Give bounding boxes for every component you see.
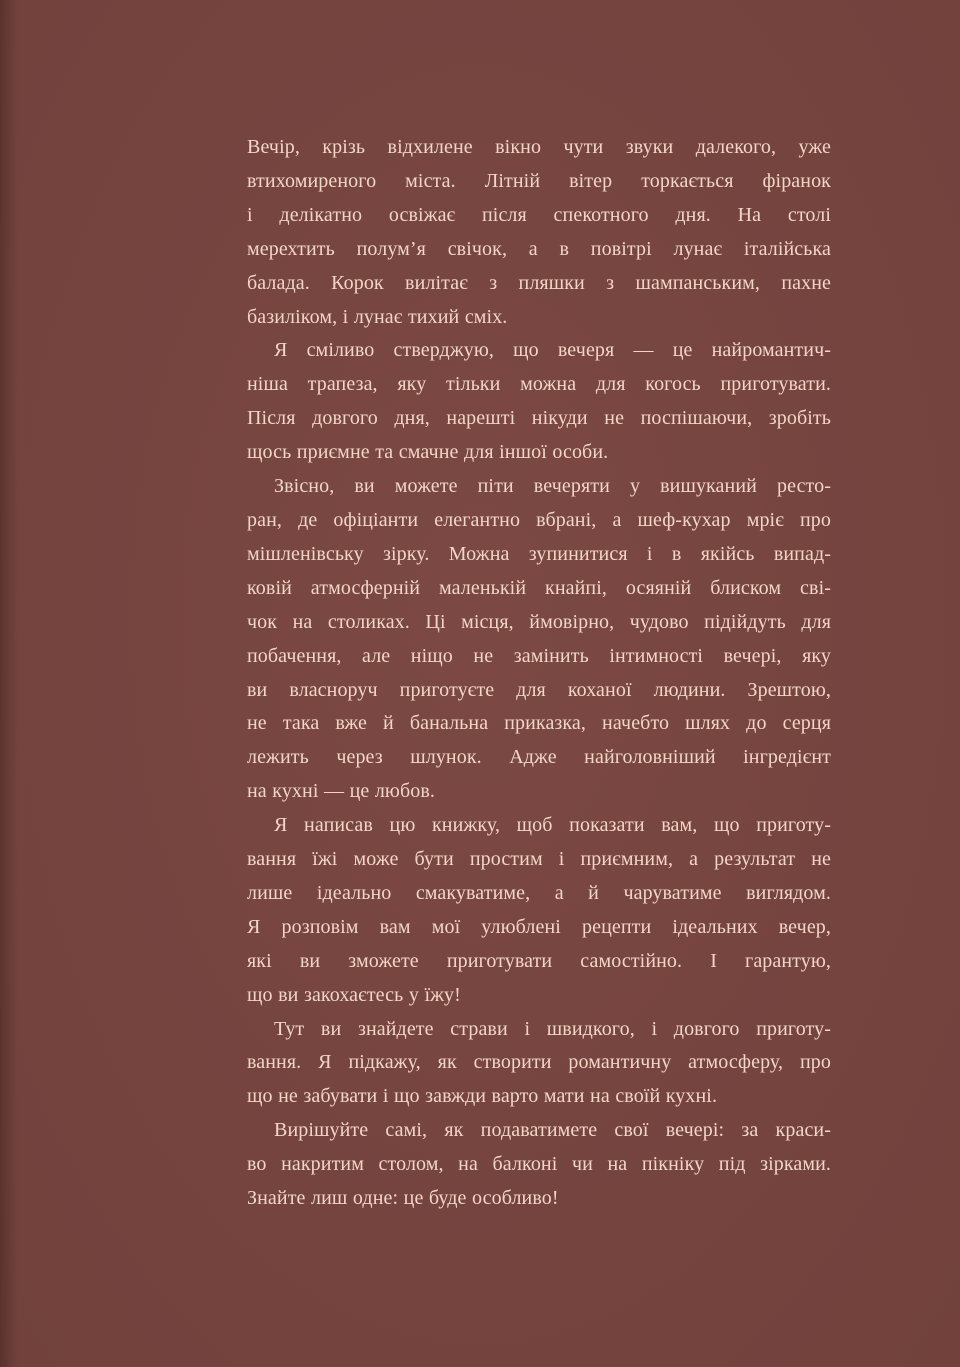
text-line: Я розповім вам мої улюблені рецепти ідеальних вечер,	[247, 915, 831, 938]
text-line: Вечір, крізь відхилене вікно чути звуки далекого, уже	[247, 136, 831, 158]
text-line: Я сміливо стверджую, що вечеря — це найромантич-	[274, 339, 831, 362]
text-line: і делікатно освіжає після спекотного дня. На столі	[247, 203, 831, 226]
text-line: Вирішуйте самі, як подаватимете свої вечері: за краси-	[274, 1119, 831, 1142]
text-line: базиліком, і лунає тихий сміх.	[247, 305, 508, 328]
text-line: Знайте лиш одне: це буде особливо!	[247, 1187, 559, 1210]
text-line: ран, де офіціанти елегантно вбрані, а шеф-кухар мріє про	[247, 508, 831, 531]
text-line: Я написав цю книжку, щоб показати вам, що приготу-	[274, 814, 831, 837]
paragraph	[247, 334, 831, 470]
text-line: що не забувати і що завжди варто мати на своїй кухні.	[247, 1085, 718, 1108]
text-line: Після довгого дня, нарешті нікуди не поспішаючи, зробіть	[247, 407, 831, 430]
text-line: чок на столиках. Ці місця, ймовірно, чудово підійдуть для	[247, 610, 831, 633]
text-line: ви власноруч приготуєте для коханої людини. Зрештою,	[247, 678, 831, 701]
paragraph	[247, 470, 831, 809]
text-line: щось приємне та смачне для іншої особи.	[247, 441, 609, 464]
text-line: на кухні — це любов.	[247, 780, 435, 803]
text-line: ковій атмосферній маленькій кнайпі, осяяній блиском сві-	[247, 576, 831, 599]
text-line: які ви зможете приготувати самостійно. І гарантую,	[247, 949, 831, 972]
text-line: лежить через шлунок. Адже найголовніший інгредієнт	[247, 746, 831, 769]
text-line: Звісно, ви можете піти вечеряти у вишуканий ресто-	[274, 475, 831, 498]
body-text-block	[247, 131, 831, 1216]
text-line: мерехтить полум’я свічок, а в повітрі лунає італійська	[247, 237, 831, 260]
text-line: втихомиреного міста. Літній вітер торкається фіранок	[247, 169, 831, 192]
text-line: Тут ви знайдете страви і швидкого, і довгого приготу-	[274, 1017, 831, 1040]
paragraph	[247, 131, 831, 334]
text-line: балада. Корок вилітає з пляшки з шампанським, пахне	[247, 271, 831, 294]
text-line: не така вже й банальна приказка, начебто шлях до серця	[247, 712, 831, 735]
paragraph	[247, 1013, 831, 1216]
text-line: ніша трапеза, яку тільки можна для когось приготувати.	[247, 373, 831, 396]
text-line: мішленівську зірку. Можна зупинитися і в якійсь випад-	[247, 542, 831, 565]
text-line: вання. Я підкажу, як створити романтичну атмосферу, про	[247, 1051, 831, 1074]
text-line: вання їжі може бути простим і приємним, а результат не	[247, 848, 831, 871]
text-line: лише ідеально смакуватиме, а й чаруватиме виглядом.	[247, 881, 831, 904]
paragraph	[247, 809, 831, 1012]
text-line: побачення, але ніщо не замінить інтимності вечері, яку	[247, 644, 831, 667]
text-line: во накритим столом, на балконі чи на пікніку під зірками.	[247, 1153, 831, 1176]
text-line: що ви закохаєтесь у їжу!	[247, 983, 461, 1006]
